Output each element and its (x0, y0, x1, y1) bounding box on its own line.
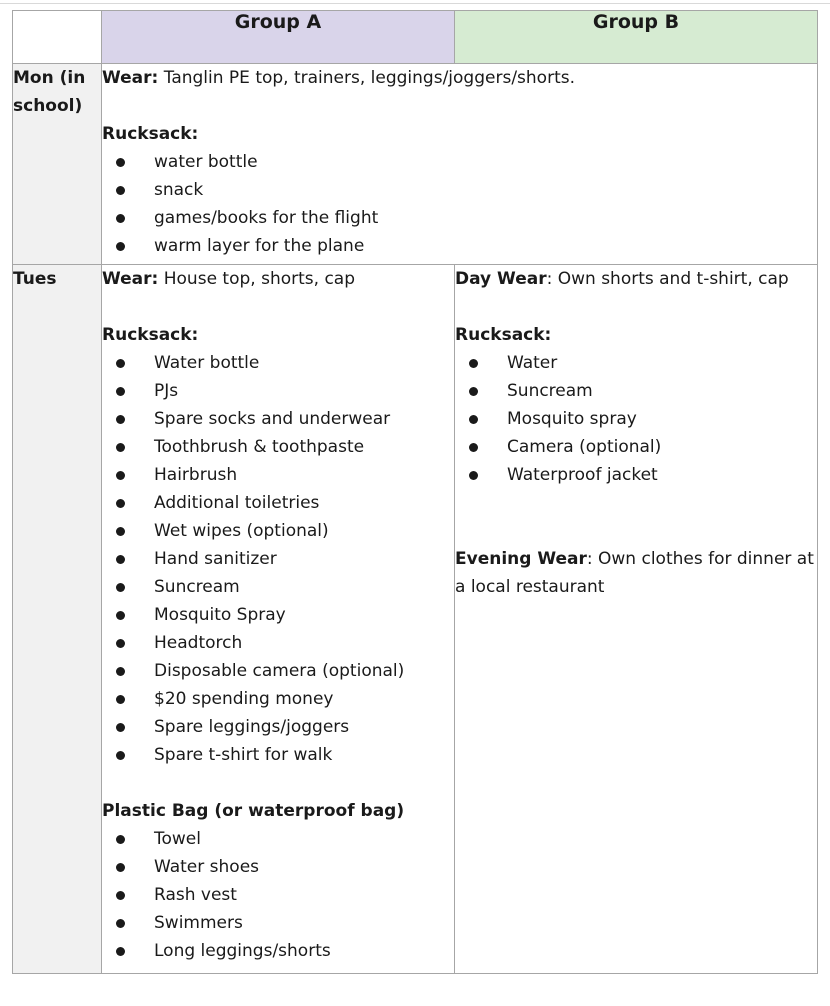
bullet-icon (116, 527, 125, 536)
list-item: warm layer for the plane (102, 232, 817, 260)
tuesday-group-a-cell (102, 265, 455, 974)
tuesday-a-rucksack-list (102, 349, 454, 769)
wear-label: Wear: (102, 68, 159, 88)
list-item: Hairbrush (102, 461, 454, 489)
bullet-icon (116, 835, 125, 844)
list-item: Mosquito Spray (102, 601, 454, 629)
bullet-icon (116, 667, 125, 676)
bullet-icon (116, 471, 125, 480)
bullet-icon (116, 555, 125, 564)
bullet-icon (469, 443, 478, 452)
bullet-icon (116, 611, 125, 620)
rucksack-heading: Rucksack: (455, 325, 552, 345)
bullet-icon (116, 415, 125, 424)
day-wear-label: Day Wear (455, 269, 547, 289)
bullet-icon (116, 186, 125, 195)
bullet-icon (469, 415, 478, 424)
list-item: Water (455, 349, 817, 377)
list-item: Spare leggings/joggers (102, 713, 454, 741)
list-item: Suncream (102, 573, 454, 601)
wear-text: House top, shorts, cap (158, 269, 355, 289)
list-item: Wet wipes (optional) (102, 517, 454, 545)
list-item: Toothbrush & toothpaste (102, 433, 454, 461)
list-item: Long leggings/shorts (102, 937, 454, 965)
bullet-icon (116, 214, 125, 223)
tuesday-b-rucksack-list (455, 349, 817, 489)
list-item: Water shoes (102, 853, 454, 881)
tuesday-a-plastic-bag-list (102, 825, 454, 965)
bullet-icon (116, 639, 125, 648)
list-item: games/books for the flight (102, 204, 817, 232)
tuesday-b-evening-wear-line (455, 545, 817, 601)
bullet-icon (116, 891, 125, 900)
bullet-icon (116, 751, 125, 760)
rucksack-heading: Rucksack: (102, 325, 199, 345)
bullet-icon (469, 359, 478, 368)
list-item: Spare socks and underwear (102, 405, 454, 433)
tuesday-group-b-cell (455, 265, 818, 974)
list-item: Additional toiletries (102, 489, 454, 517)
bullet-icon (116, 443, 125, 452)
list-item: $20 spending money (102, 685, 454, 713)
list-item: snack (102, 176, 817, 204)
tuesday-day-label: Tues (13, 265, 102, 974)
bullet-icon (116, 387, 125, 396)
day-wear-text: : Own shorts and t-shirt, cap (546, 269, 789, 289)
monday-day-label: Mon (in school) (13, 64, 102, 265)
list-item: Mosquito spray (455, 405, 817, 433)
bullet-icon (116, 947, 125, 956)
bullet-icon (469, 471, 478, 480)
bullet-icon (116, 359, 125, 368)
corner-cell (13, 11, 102, 64)
list-item: Towel (102, 825, 454, 853)
bullet-icon (116, 695, 125, 704)
list-item: Hand sanitizer (102, 545, 454, 573)
bullet-icon (116, 583, 125, 592)
wear-text: Tanglin PE top, trainers, leggings/joggers/shorts. (158, 68, 575, 88)
monday-rucksack-list (102, 148, 817, 260)
list-item: PJs (102, 377, 454, 405)
packing-list-table (12, 10, 818, 974)
monday-wear-line (102, 64, 817, 92)
list-item: Camera (optional) (455, 433, 817, 461)
top-divider (0, 3, 830, 4)
bullet-icon (469, 387, 478, 396)
tuesday-row (13, 265, 818, 974)
list-item: Spare t-shirt for walk (102, 741, 454, 769)
evening-wear-text: : Own clothes for dinner at a local restaurant (455, 549, 814, 597)
list-item: Rash vest (102, 881, 454, 909)
monday-row (13, 64, 818, 265)
bullet-icon (116, 158, 125, 167)
bullet-icon (116, 242, 125, 251)
list-item: Disposable camera (optional) (102, 657, 454, 685)
header-row (13, 11, 818, 64)
tuesday-b-day-wear-line (455, 265, 817, 293)
list-item: water bottle (102, 148, 817, 176)
bullet-icon (116, 919, 125, 928)
list-item: Water bottle (102, 349, 454, 377)
bullet-icon (116, 499, 125, 508)
rucksack-heading: Rucksack: (102, 124, 199, 144)
monday-shared-cell (102, 64, 818, 265)
bullet-icon (116, 723, 125, 732)
group-a-header: Group A (102, 11, 455, 64)
group-b-header: Group B (455, 11, 818, 64)
wear-label: Wear: (102, 269, 159, 289)
list-item: Swimmers (102, 909, 454, 937)
list-item: Waterproof jacket (455, 461, 817, 489)
tuesday-a-wear-line (102, 265, 454, 293)
plastic-bag-heading: Plastic Bag (or waterproof bag) (102, 801, 405, 821)
list-item: Headtorch (102, 629, 454, 657)
evening-wear-label: Evening Wear (455, 549, 587, 569)
bullet-icon (116, 863, 125, 872)
list-item: Suncream (455, 377, 817, 405)
